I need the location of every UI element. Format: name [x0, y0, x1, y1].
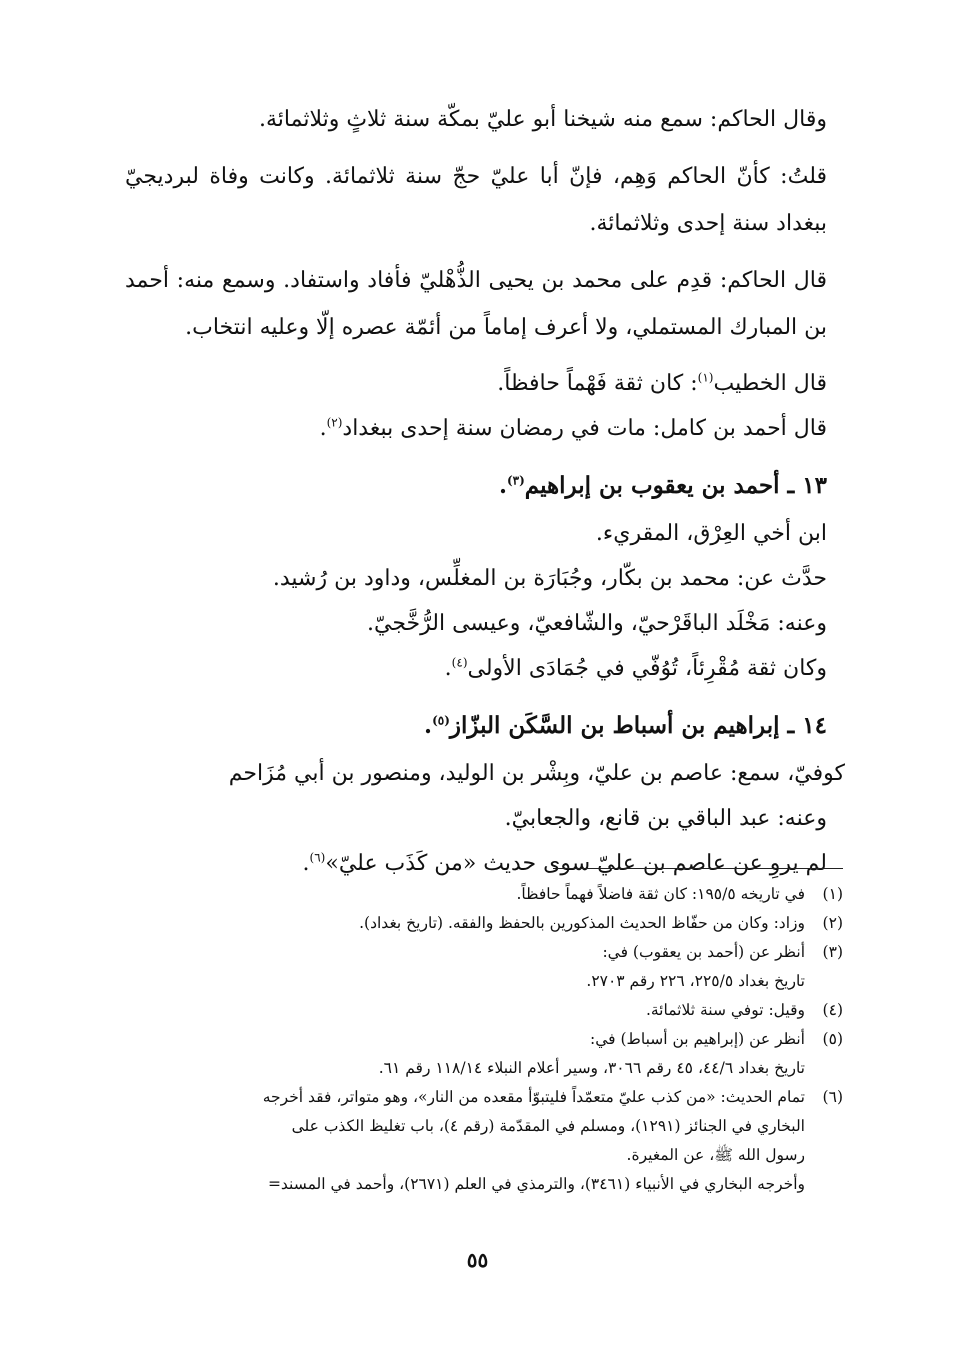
entry-13-tail: . [498, 472, 507, 499]
footnote-line: تمام الحديث: «من كذب عليّ متعمّداً فليتبوّأ مقعده من النار»، وهو متواتر، فقد أخرجه [262, 1088, 805, 1106]
entry-14-last-tail: . [302, 851, 310, 876]
footnote [122, 1083, 843, 1170]
footnote [122, 880, 843, 909]
entry-13-heading [125, 461, 827, 511]
entry-13-last-tail: . [444, 656, 452, 681]
footnote-ref-3: (٣) [506, 473, 525, 488]
entry-14-line: وعنه: عبد الباقي بن قانع، والجعابيّ. [504, 806, 827, 831]
footnote-ref-4: (٤) [451, 655, 468, 670]
footnote-body [122, 1025, 805, 1083]
entry-13-line: وعنه: مَخْلَد الباقَرْحيّ، والشّافعيّ، وعيسى الرُّخَّجيّ. [366, 611, 827, 636]
footnote-line: أنظر عن (إبراهيم بن أسباط) في: [589, 1030, 805, 1048]
footnote-divider [553, 868, 843, 869]
footnote-body [122, 880, 805, 909]
footnote-continuation: وأخرجه البخاري في الأنبياء (٣٤٦١)، والترمذي في العلم (٢٦٧١)، وأحمد في المسند= [267, 1175, 805, 1193]
entry-13-title: ١٣ ـ أحمد بن يعقوب بن إبراهيم [524, 472, 827, 499]
main-text [125, 96, 845, 886]
footnote-number: (٦) [822, 1088, 843, 1106]
footnote [122, 909, 843, 938]
footnote-number: (٢) [822, 914, 843, 932]
paragraph-qultu: قلتُ: كأنّ الحاكم وَهِم، فإنّ أبا عليّ حجّ سنة ثلاثمائة. وكانت وفاة لبرديجيّ ببغداد سنة إحدى وثلاثمائة. [125, 164, 827, 236]
footnote-body [122, 909, 805, 938]
footnote [122, 996, 843, 1025]
footnote-line: رسول الله ﷺ، عن المغيرة. [626, 1146, 805, 1164]
footnote-number: (١) [822, 885, 843, 903]
footnotes [122, 880, 843, 1199]
footnote [122, 1025, 843, 1083]
entry-14-tail: . [424, 712, 433, 739]
entry-13-last-line [125, 646, 845, 691]
footnote-number: (٥) [822, 1030, 843, 1048]
entry-14-title: ١٤ ـ إبراهيم بن أسباط بن السَّكَن البزّاز [449, 712, 827, 739]
footnote-line: أنظر عن (أحمد بن يعقوب) في: [602, 943, 805, 961]
paragraph-hakim-2: قال الحاكم: قدِم على محمد بن يحيى الذُّهْليّ فأفاد واستفاد. وسمع منه: أحمد بن المبارك المستملي، ولا أعرف إماماً من أئمّة عصره إلّا وعليه انتخاب. [125, 268, 827, 340]
entry-14-line: كوفيّ، سمع: عاصم بن عليّ، وبِشْر بن الوليد، ومنصور بن أبي مُزَاحم [228, 761, 845, 786]
paragraph-hakim-1: وقال الحاكم: سمع منه شيخنا أبو عليّ بمكّة سنة ثلاثٍ وثلاثمائة. [259, 107, 827, 132]
footnote-body [122, 996, 805, 1025]
kamil-text: قال أحمد بن كامل: مات في رمضان سنة إحدى ببغداد [342, 416, 827, 441]
footnote-ref-1: (١) [697, 370, 714, 385]
footnote [122, 938, 843, 996]
footnote-line: وزاد: وكان من حفّاظ الحديث المذكورين بالحفظ والفقه. (تاريخ بغداد). [359, 914, 805, 932]
kamil-tail: . [319, 416, 327, 441]
footnote-line: البخاري في الجنائز (١٢٩١)، ومسلم في المقدّمة (رقم ٤)، باب تغليظ الكذب على [291, 1117, 805, 1135]
footnote-body [122, 1083, 805, 1170]
entry-13-line: حدَّث عن: محمد بن بكّار، وجُبَارَة بن المغلِّس، وداود بن رُشيد. [272, 566, 827, 591]
footnote-line: تاريخ بغداد ٢٢٥/٥، ٢٢٦ رقم ٢٧٠٣. [586, 972, 805, 990]
entry-14-heading [125, 701, 827, 751]
footnote-ref-6: (٦) [309, 850, 326, 865]
footnote-ref-2: (٢) [326, 415, 343, 430]
footnote-number: (٣) [822, 943, 843, 961]
footnote-number: (٤) [822, 1001, 843, 1019]
khatib-text: قال الخطيب [713, 371, 827, 396]
footnote-body [122, 938, 805, 996]
khatib-line [125, 361, 845, 406]
footnote-line: في تاريخه ١٩٥/٥: كان ثقة فاضلاً فهماً حافظاً. [516, 885, 805, 903]
page-number: ٥٥ [466, 1248, 489, 1272]
entry-13-last-text: وكان ثقة مُقْرِئاً، تُوُفّي في جُمَادَى الأولى [467, 656, 827, 681]
entry-14-last-text: لم يروِ عن عاصم بن عليّ سوى حديث «من كَذَب عليّ» [325, 851, 827, 876]
khatib-tail: : كان ثقة فَهْماً حافظاً. [497, 371, 698, 396]
kamil-line [125, 406, 845, 451]
entry-13-line: ابن أخي العِرْق، المقريء. [595, 521, 827, 546]
footnote-ref-5: (٥) [432, 713, 450, 728]
footnote-line: تاريخ بغداد ٤٤/٦، ٤٥ رقم ٣٠٦٦، وسير أعلام النبلاء ١١٨/١٤ رقم ٦١. [378, 1059, 805, 1077]
footnote-line: وقيل: توفي سنة ثلاثمائة. [645, 1001, 805, 1019]
